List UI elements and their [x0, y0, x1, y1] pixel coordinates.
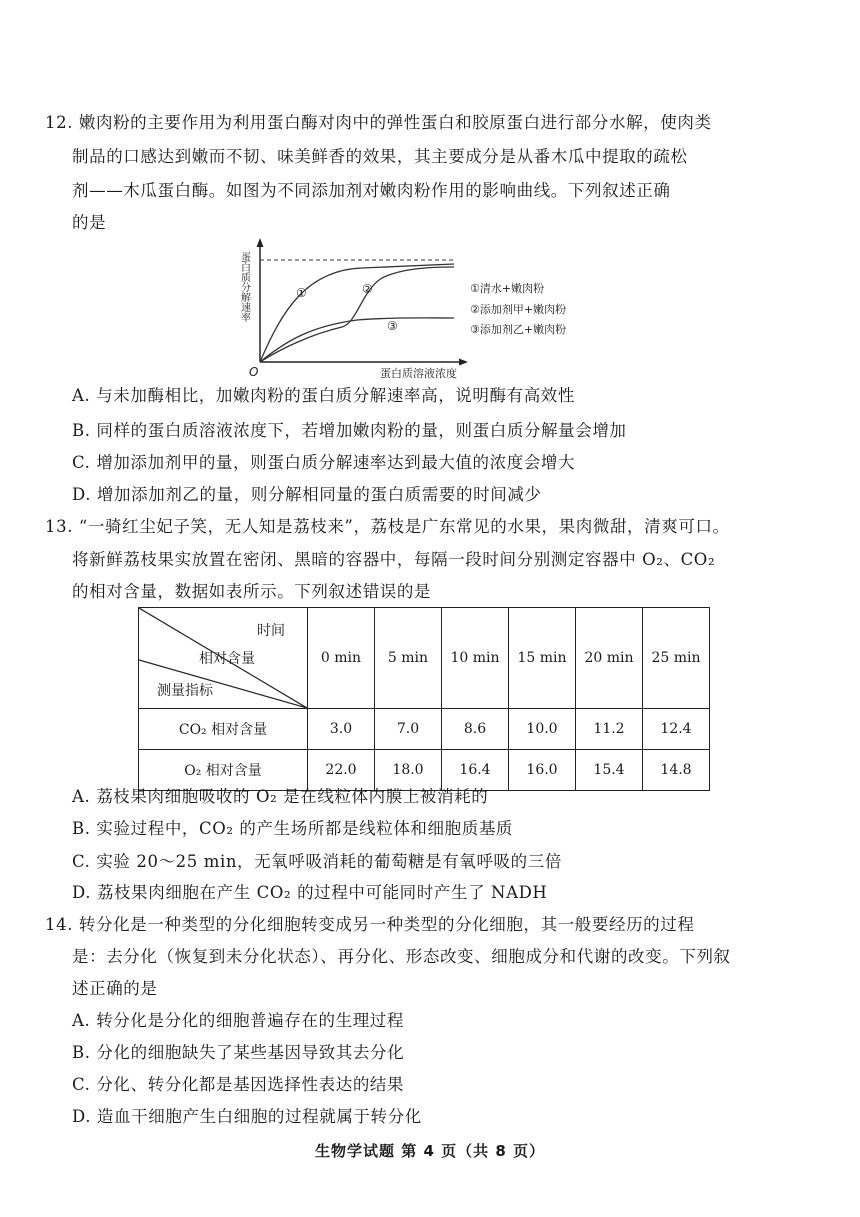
curve-label-3: ③ [387, 319, 398, 333]
q12-option-a: A. 与未加酶相比，加嫩肉粉的蛋白质分解速率高，说明酶有高效性 [72, 386, 576, 405]
table-cell: 7.0 [375, 709, 442, 750]
row-label: CO₂ 相对含量 [139, 709, 308, 750]
q13-line-1: 13. “一骑红尘妃子笑，无人知是荔枝来”，荔枝是广东常见的水果，果肉微甜，清爽可口。 [45, 517, 730, 536]
table-cell: 18.0 [375, 750, 442, 791]
q13-option-b: B. 实验过程中，CO₂ 的产生场所都是线粒体和细胞质基质 [72, 819, 514, 838]
table-cell: 8.6 [442, 709, 509, 750]
table-corner-cell [139, 608, 308, 709]
legend-item-1: ①清水+嫩肉粉 [470, 282, 545, 295]
column-header: 20 min [576, 608, 643, 709]
corner-label-indicator: 测量指标 [157, 683, 213, 699]
q14-option-b: B. 分化的细胞缺失了某些基因导致其去分化 [72, 1043, 405, 1062]
column-header: 15 min [509, 608, 576, 709]
page-footer: 生物学试题 第 4 页（共 8 页） [315, 1142, 545, 1160]
q14-option-d: D. 造血干细胞产生白细胞的过程就属于转分化 [72, 1107, 422, 1126]
table-row [139, 709, 710, 750]
q13-option-a: A. 荔枝果肉细胞吸收的 O₂ 是在线粒体内膜上被消耗的 [72, 787, 489, 806]
q14-line-3: 述正确的是 [72, 979, 158, 998]
q13-line-2: 将新鲜荔枝果实放置在密闭、黑暗的容器中，每隔一段时间分别测定容器中 O₂、CO₂ [72, 550, 716, 569]
q14-option-a: A. 转分化是分化的细胞普遍存在的生理过程 [72, 1011, 405, 1030]
q12-line-1: 12. 嫩肉粉的主要作用为利用蛋白酶对肉中的弹性蛋白和胶原蛋白进行部分水解，使肉类 [45, 113, 712, 132]
q13-data-table [138, 607, 710, 791]
q13-line-3: 的相对含量，数据如表所示。下列叙述错误的是 [72, 582, 432, 601]
table-cell: 16.0 [509, 750, 576, 791]
table-header-row [139, 608, 710, 709]
q12-line-3: 剂——木瓜蛋白酶。如图为不同添加剂对嫩肉粉作用的影响曲线。下列叙述正确 [72, 181, 671, 200]
curve-2 [260, 267, 454, 362]
q13-option-d: D. 荔枝果肉细胞在产生 CO₂ 的过程中可能同时产生了 NADH [72, 883, 548, 902]
legend-item-3: ③添加剂乙+嫩肉粉 [470, 323, 567, 336]
row-label: O₂ 相对含量 [139, 750, 308, 791]
column-header: 0 min [308, 608, 375, 709]
q14-option-c: C. 分化、转分化都是基因选择性表达的结果 [72, 1075, 405, 1094]
curve-3 [260, 318, 454, 362]
corner-label-time: 时间 [257, 623, 285, 639]
table-cell: 14.8 [643, 750, 710, 791]
q14-line-2: 是：去分化（恢复到未分化状态）、再分化、形态改变、细胞成分和代谢的改变。下列叙 [72, 947, 731, 966]
curve-label-2: ② [362, 282, 373, 296]
table-cell: 12.4 [643, 709, 710, 750]
column-header: 5 min [375, 608, 442, 709]
table-cell: 10.0 [509, 709, 576, 750]
q12-line-4: 的是 [72, 213, 107, 232]
column-header: 25 min [643, 608, 710, 709]
table-cell: 15.4 [576, 750, 643, 791]
y-axis-arrow [257, 238, 264, 247]
curve-label-1: ① [296, 286, 307, 300]
q12-line-2: 制品的口感达到嫩而不韧、味美鲜香的效果，其主要成分是从番木瓜中提取的疏松 [72, 147, 688, 166]
x-axis-arrow [459, 359, 468, 366]
table-row [139, 750, 710, 791]
q14-line-1: 14. 转分化是一种类型的分化细胞转变成另一种类型的分化细胞，其一般要经历的过程 [45, 915, 695, 934]
legend-item-2: ②添加剂甲+嫩肉粉 [470, 303, 567, 316]
q13-option-c: C. 实验 20～25 min，无氧呼吸消耗的葡萄糖是有氧呼吸的三倍 [72, 852, 562, 871]
q12-option-b: B. 同样的蛋白质溶液浓度下，若增加嫩肉粉的量，则蛋白质分解量会增加 [72, 421, 627, 440]
x-axis-label: 蛋白质溶液浓度 [380, 367, 457, 380]
q12-option-c: C. 增加添加剂甲的量，则蛋白质分解速率达到最大值的浓度会增大 [72, 453, 576, 472]
curve-1 [260, 264, 454, 362]
column-header: 10 min [442, 608, 509, 709]
y-axis-label: 蛋白质分解速率 [238, 252, 250, 322]
q12-figure [232, 230, 612, 380]
q12-option-d: D. 增加添加剂乙的量，则分解相同量的蛋白质需要的时间减少 [72, 485, 542, 504]
corner-label-content: 相对含量 [199, 651, 255, 667]
origin-label: O [249, 365, 259, 379]
table-cell: 3.0 [308, 709, 375, 750]
table-cell: 16.4 [442, 750, 509, 791]
table-cell: 11.2 [576, 709, 643, 750]
table-cell: 22.0 [308, 750, 375, 791]
